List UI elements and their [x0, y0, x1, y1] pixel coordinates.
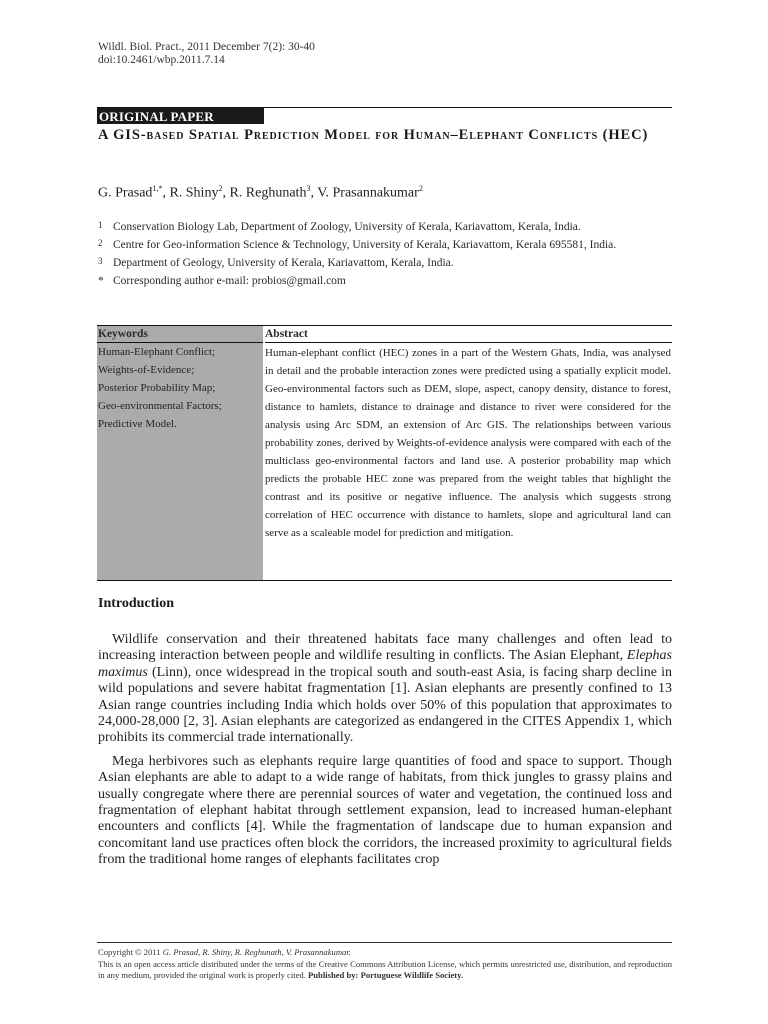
copyright-notice: [98, 947, 672, 982]
introduction-body: [98, 632, 672, 869]
paragraph-text: Wildlife conservation and their threatened habitats face many challenges and often lead to increasing interaction between people and wildlife resulting in conflicts. The Asian Elephant,: [98, 632, 672, 664]
affiliation-mark: *: [98, 275, 104, 287]
journal-header: [98, 41, 315, 67]
publisher-text: Published by: Portuguese Wildlife Society.: [308, 970, 464, 980]
section-bar: [97, 107, 672, 125]
keywords-heading: Keywords: [98, 328, 148, 340]
paragraph: Mega herbivores such as elephants require large quantities of food and space to support. Though Asian elephants are able to adapt to a wide range of habitats, from thick jungles to grassy plains and usually congregate where there are perennial sources of water and vegetation, the continued loss and fragmentation of elephant habitat through settlement expansion, lead to increased human-elephant encounters and conflicts [4]. While the fragmentation of landscape due to human expansion and concomitant land use practices often block the corridors, the increased proximity to agricultural fields from the traditional home ranges of elephants facilitates crop: [98, 753, 672, 868]
abstract-text: Human-elephant conflict (HEC) zones in a part of the Western Ghats, India, was analysed in detail and the probable interaction zones were predicted using a spatially explicit model. Geo-environmental factors such as DEM, slope, aspect, canopy density, distance to forest, distance to hamlets, distance to drainage and distance to river were considered for the analysis using Arc SDM, an extension of Arc GIS. The relationships between various probability zones, derived by Weights-of-evidence analysis were compared with each of the multiclass geo-environmental factors and land use. A posterior probability map which predicts the probable HEC zone was prepared from the weight tables that highlight the contrast and its positive or negative influence. The analysis which suggests strong correlation of HEC occurrence with distance to hamlets, slope and agricultural land can serve as a scaleable model for prediction and mitigation.: [265, 347, 671, 539]
author-affiliation-mark: 2: [218, 184, 223, 193]
paper-title: A GIS-based Spatial Prediction Model for Human–Elephant Conflicts (HEC): [98, 127, 649, 143]
species-name: Elephas maximus: [98, 648, 672, 680]
introduction-heading: Introduction: [98, 596, 174, 611]
footer-divider: [97, 942, 672, 943]
affiliation-mark: 1: [98, 220, 103, 230]
author-name: G. Prasad: [98, 185, 153, 201]
keywords-panel: [97, 326, 263, 580]
abstract-divider: [265, 342, 672, 343]
author-name: R. Reghunath: [229, 185, 307, 201]
doi-link[interactable]: doi:10.2461/wbp.2011.7.14: [98, 54, 225, 66]
license-text: This is an open access article distributed under the terms of the Creative Commons Attribution License, which permits unrestricted use, distribution, and reproduction in any medium, provided the original work is properly cited.: [98, 958, 672, 980]
abstract-panel: [265, 326, 671, 542]
author-affiliation-mark: 1,*: [152, 184, 163, 193]
section-label: ORIGINAL PAPER: [97, 108, 264, 124]
abstract-box: [97, 325, 672, 581]
affiliation-text: Department of Geology, University of Kerala, Kariavattom, Kerala, India.: [113, 257, 454, 269]
abstract-heading: Abstract: [265, 328, 308, 340]
affiliation-item: [98, 254, 672, 272]
affiliation-item: [98, 218, 672, 236]
keyword-item: Human-Elephant Conflict;: [98, 346, 215, 358]
copyright-label: Copyright © 2011: [98, 947, 163, 957]
affiliation-text: Conservation Biology Lab, Department of Zoology, University of Kerala, Kariavattom, Kerala, India.: [113, 221, 581, 233]
affiliation-mark: 3: [98, 256, 103, 266]
author-affiliation-mark: 3: [306, 184, 311, 193]
affiliation-item: [98, 236, 672, 254]
author-affiliation-mark: 2: [418, 184, 423, 193]
paragraph-text: (Linn), once widespread in the tropical south and south-east Asia, is facing sharp decline in wild populations and severe habitat fragmentation [1]. Asian elephants are presently confined to 13 Asian range countries including India which holds over 50% of this population that approximates to 24,000-28,000 [2, 3]. Asian elephants are categorized as endangered in the CITES Appendix 1, which prohibits its commercial trade internationally.: [98, 664, 672, 746]
copyright-holders: G. Prasad, R. Shiny, R. Reghunath, V. Prasannakumar.: [162, 947, 351, 957]
keyword-item: Geo-environmental Factors;: [98, 400, 222, 412]
author-name: R. Shiny: [169, 185, 219, 201]
journal-citation: Wildl. Biol. Pract., 2011 December 7(2): 30-40: [98, 41, 315, 53]
author-name: V. Prasannakumar: [317, 185, 419, 201]
affiliation-text: Centre for Geo-information Science & Technology, University of Kerala, Kariavattom, Kerala 695581, India.: [113, 239, 617, 251]
affiliation-list: [98, 218, 672, 290]
keyword-item: Posterior Probability Map;: [98, 382, 216, 394]
keyword-item: Predictive Model.: [98, 418, 177, 430]
paragraph: [98, 632, 672, 747]
corresponding-author-email[interactable]: Corresponding author e-mail: probios@gmail.com: [113, 275, 346, 287]
keyword-item: Weights-of-Evidence;: [98, 364, 195, 376]
affiliation-mark: 2: [98, 238, 103, 248]
affiliation-item: [98, 272, 672, 290]
author-list: G. Prasad$^{1,*}$, R. Shiny$^2$, R. Reghunath$^3$, V. Prasannakumar$^2$: [98, 184, 423, 201]
